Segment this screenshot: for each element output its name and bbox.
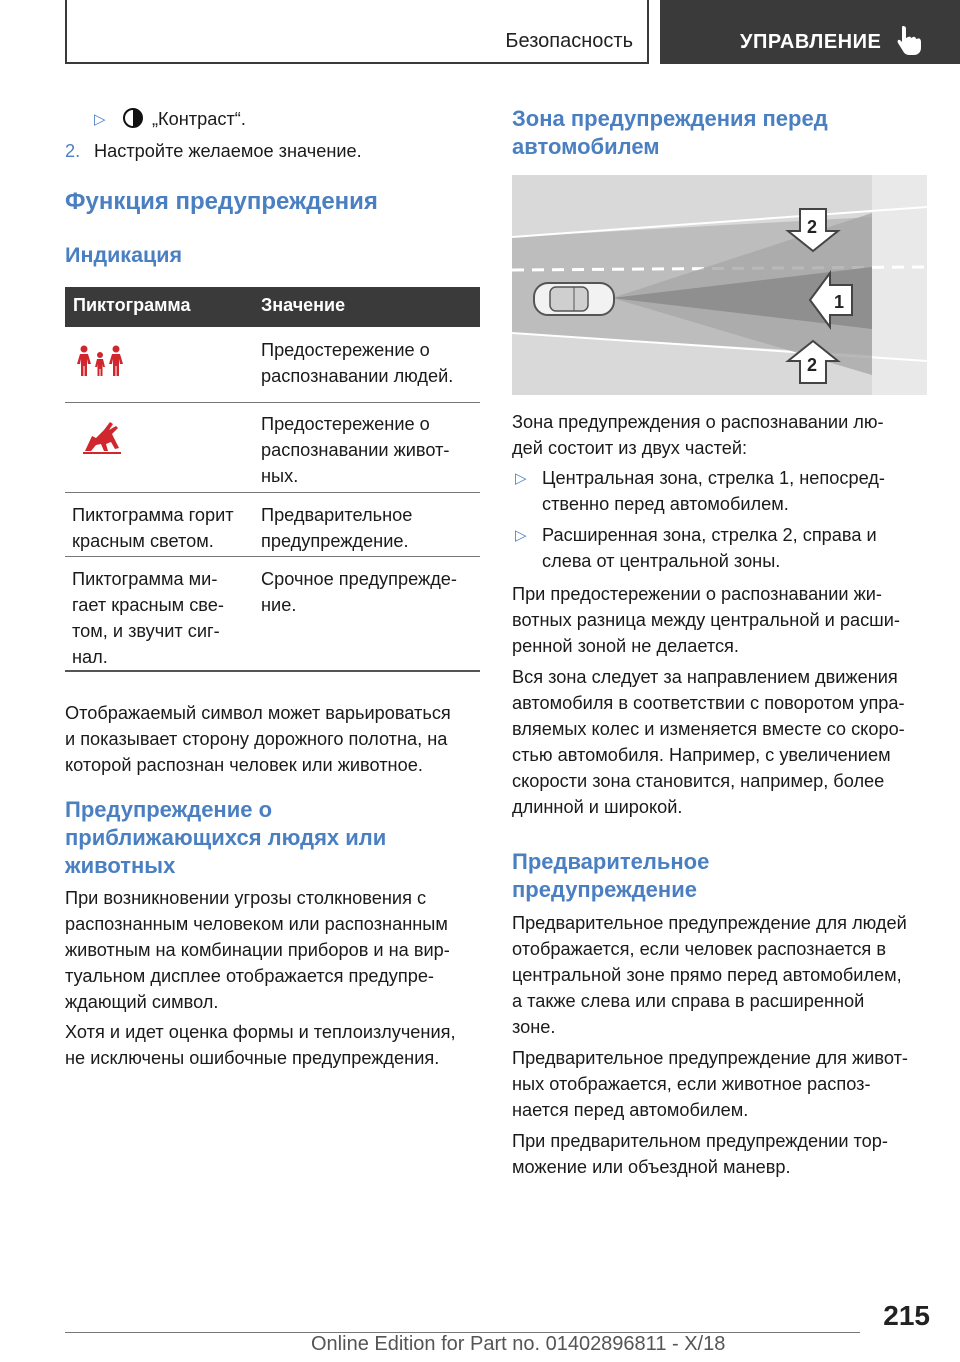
para-approach-line2: распознанным человеком или распознанным bbox=[65, 914, 448, 934]
footer-edition: Online Edition for Part no. 01402896811 - X/18 bbox=[311, 1333, 726, 1355]
step-bullet-text: „Контраст“. bbox=[152, 109, 246, 129]
heading-prelim-line1: Предварительное bbox=[512, 849, 710, 874]
car-icon bbox=[534, 283, 614, 315]
row4-pictogram-line4: нал. bbox=[72, 647, 108, 667]
para-zone-line2: дей состоит из двух частей: bbox=[512, 438, 748, 458]
para-approach-line3: животным на комбинации приборов и на вир- bbox=[65, 940, 450, 960]
row4-pictogram-line3: том, и звучит сиг- bbox=[72, 621, 220, 641]
section-tab bbox=[65, 0, 649, 64]
para-prelim2-line2: ных отображается, если животное распоз- bbox=[512, 1074, 871, 1094]
para-follow-line1: Вся зона следует за направлением движения bbox=[512, 667, 898, 687]
warning-zone-diagram bbox=[512, 175, 927, 395]
table-header bbox=[65, 287, 480, 327]
step-number: 2. bbox=[65, 141, 81, 161]
bullet-triangle: ▷ bbox=[94, 111, 106, 128]
para-prelim3-line1: При предварительном предупреждении тор- bbox=[512, 1131, 888, 1151]
para-approach-line4: туальном дисплее отображается предупре- bbox=[65, 966, 434, 986]
heading-zone-line1: Зона предупреждения перед bbox=[512, 106, 828, 131]
table-row-divider bbox=[65, 556, 480, 557]
table-row-divider bbox=[65, 402, 480, 403]
row4-value-line1: Срочное предупрежде- bbox=[261, 569, 457, 589]
para-prelim3-line2: можение или объездной маневр. bbox=[512, 1157, 791, 1177]
para-animals-line3: ренной зоной не делается. bbox=[512, 636, 739, 656]
para-animals-line2: вотных разница между центральной и расши- bbox=[512, 610, 900, 630]
heading-prelim-line2: предупреждение bbox=[512, 877, 697, 902]
row4-value-line2: ние. bbox=[261, 595, 297, 615]
para-prelim1-line5: зоне. bbox=[512, 1017, 556, 1037]
para-prelim2-line3: нается перед автомобилем. bbox=[512, 1100, 749, 1120]
section-title: Безопасность bbox=[505, 30, 633, 52]
para-symbol-line1: Отображаемый символ может варьироваться bbox=[65, 703, 451, 723]
animal-warning-icon bbox=[82, 418, 122, 454]
para-approach-line5: ждающий символ. bbox=[65, 992, 219, 1012]
chapter-title: УПРАВЛЕНИЕ bbox=[740, 31, 882, 53]
heading-display: Индикация bbox=[65, 243, 183, 267]
para-follow-line5: скорости зона становится, например, более bbox=[512, 771, 885, 791]
para-follow-line6: длинной и широкой. bbox=[512, 797, 683, 817]
page-number: 215 bbox=[883, 1300, 930, 1331]
para-prelim2-line1: Предварительное предупреждение для живот- bbox=[512, 1048, 908, 1068]
arrow-label-center: 1 bbox=[834, 292, 845, 312]
para-follow-line4: стью автомобиля. Например, с увеличением bbox=[512, 745, 891, 765]
para-follow-line2: автомобиля в соответствии с поворотом упра- bbox=[512, 693, 905, 713]
arrow-label-bottom: 2 bbox=[807, 355, 818, 375]
para-prelim1-line4: а также слева или справа в расширенной bbox=[512, 991, 865, 1011]
row3-pictogram-line1: Пиктограмма горит bbox=[72, 505, 234, 525]
para-heat-line1: Хотя и идет оценка формы и теплоизлучения, bbox=[65, 1022, 456, 1042]
table-bottom-rule bbox=[65, 670, 480, 672]
row1-value-line2: распознавании людей. bbox=[261, 366, 454, 386]
para-prelim1-line3: центральной зоне прямо перед автомобилем, bbox=[512, 965, 902, 985]
row2-value-line1: Предостережение о bbox=[261, 414, 430, 434]
row4-pictogram-line2: гает красным све- bbox=[72, 595, 224, 615]
arrow-label-top: 2 bbox=[807, 217, 818, 237]
heading-warning-function: Функция предупреждения bbox=[65, 188, 378, 215]
bullet2-line2: слева от центральной зоны. bbox=[542, 551, 781, 571]
row2-value-line2: распознавании живот- bbox=[261, 440, 450, 460]
para-prelim1-line1: Предварительное предупреждение для людей bbox=[512, 913, 907, 933]
bullet-triangle: ▷ bbox=[515, 527, 527, 544]
para-symbol-line3: которой распознан человек или животное. bbox=[65, 755, 423, 775]
bullet-triangle: ▷ bbox=[515, 470, 527, 487]
hand-pointer-icon bbox=[895, 24, 923, 56]
row1-value-line1: Предостережение о bbox=[261, 340, 430, 360]
para-prelim1-line2: отображается, если человек распознается в bbox=[512, 939, 886, 959]
column-header-meaning: Значение bbox=[261, 295, 346, 315]
para-follow-line3: вляемых колес и изменяется вместе со скоро- bbox=[512, 719, 905, 739]
para-heat-line2: не исключены ошибочные предупреждения. bbox=[65, 1048, 440, 1068]
step-text: Настройте желаемое значение. bbox=[94, 141, 362, 161]
row3-pictogram-line2: красным светом. bbox=[72, 531, 214, 551]
heading-approach-line1: Предупреждение о bbox=[65, 797, 273, 822]
table-row-divider bbox=[65, 492, 480, 493]
row2-value-line3: ных. bbox=[261, 466, 299, 486]
para-approach-line1: При возникновении угрозы столкновения с bbox=[65, 888, 427, 908]
para-symbol-line2: и показывает сторону дорожного полотна, на bbox=[65, 729, 448, 749]
heading-approach-line2: приближающихся людях или bbox=[65, 825, 387, 850]
column-header-pictogram: Пиктограмма bbox=[73, 295, 191, 315]
bullet1-line1: Центральная зона, стрелка 1, непосред- bbox=[542, 468, 885, 488]
row3-value-line2: предупреждение. bbox=[261, 531, 409, 551]
heading-approach-line3: животных bbox=[65, 853, 176, 878]
row4-pictogram-line1: Пиктограмма ми- bbox=[72, 569, 218, 589]
bullet2-line1: Расширенная зона, стрелка 2, справа и bbox=[542, 525, 877, 545]
para-zone-line1: Зона предупреждения о распознавании лю- bbox=[512, 412, 884, 432]
row3-value-line1: Предварительное bbox=[261, 505, 413, 525]
bullet1-line2: ственно перед автомобилем. bbox=[542, 494, 789, 514]
para-animals-line1: При предостережении о распознавании жи- bbox=[512, 584, 882, 604]
contrast-icon bbox=[122, 107, 144, 129]
pedestrian-warning-icon bbox=[74, 345, 126, 377]
heading-zone-line2: автомобилем bbox=[512, 134, 660, 159]
